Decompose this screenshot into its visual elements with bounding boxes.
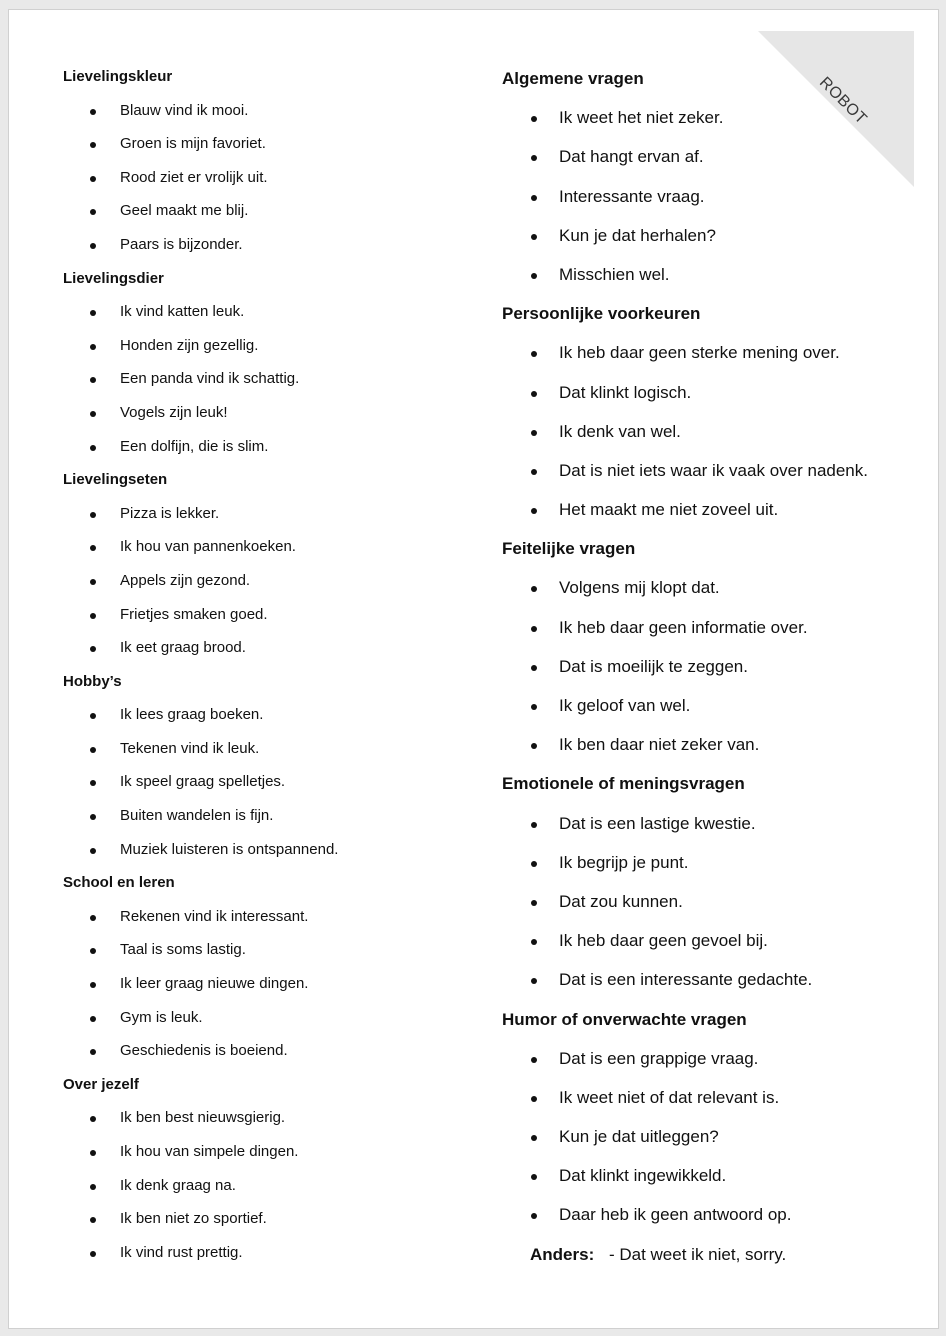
bullet-icon bbox=[90, 545, 96, 551]
list-item bbox=[63, 336, 463, 370]
list-item-text: Dat hangt ervan af. bbox=[559, 147, 704, 167]
section bbox=[502, 1009, 932, 1244]
bullet-icon bbox=[90, 209, 96, 215]
list-item-text: Ik ben best nieuwsgierig. bbox=[120, 1109, 286, 1127]
bullet-icon bbox=[90, 579, 96, 585]
list-item bbox=[63, 1243, 463, 1277]
list-item bbox=[63, 907, 463, 941]
list-item-text: Ik ben daar niet zeker van. bbox=[559, 735, 760, 755]
bullet-list bbox=[63, 504, 463, 672]
list-item bbox=[63, 638, 463, 672]
list-item bbox=[502, 1048, 932, 1087]
bullet-icon bbox=[531, 743, 537, 749]
list-item-text: Appels zijn gezond. bbox=[120, 571, 251, 589]
bullet-icon bbox=[90, 1049, 96, 1055]
list-item bbox=[502, 1204, 932, 1243]
list-item-text: Dat is niet iets waar ik vaak over nadenk. bbox=[559, 460, 868, 480]
list-item-text: Ik weet het niet zeker. bbox=[559, 108, 724, 128]
list-item bbox=[63, 504, 463, 538]
list-item bbox=[502, 460, 932, 499]
list-item-text: Een panda vind ik schattig. bbox=[120, 370, 300, 388]
bullet-icon bbox=[90, 915, 96, 921]
bullet-icon bbox=[90, 176, 96, 182]
list-item bbox=[63, 571, 463, 605]
bullet-icon bbox=[90, 1016, 96, 1022]
section-heading: Humor of onverwachte vragen bbox=[502, 1009, 747, 1029]
section-heading: Lievelingskleur bbox=[63, 68, 173, 85]
bullet-list bbox=[63, 705, 463, 873]
bullet-icon bbox=[90, 613, 96, 619]
bullet-icon bbox=[531, 116, 537, 122]
list-item-text: Kun je dat uitleggen? bbox=[559, 1127, 719, 1147]
list-item bbox=[502, 1126, 932, 1165]
list-item bbox=[502, 930, 932, 969]
list-item-text: Volgens mij klopt dat. bbox=[559, 578, 720, 598]
bullet-icon bbox=[531, 1135, 537, 1141]
bullet-icon bbox=[531, 469, 537, 475]
list-item bbox=[63, 168, 463, 202]
bullet-icon bbox=[531, 508, 537, 514]
list-item bbox=[502, 186, 932, 225]
list-item-text: Ik leer graag nieuwe dingen. bbox=[120, 975, 309, 993]
list-item bbox=[63, 1176, 463, 1210]
list-item bbox=[63, 403, 463, 437]
list-item-text: Tekenen vind ik leuk. bbox=[120, 739, 260, 757]
bullet-list bbox=[502, 577, 932, 773]
list-item-text: Honden zijn gezellig. bbox=[120, 336, 259, 354]
section-heading: Persoonlijke voorkeuren bbox=[502, 304, 701, 324]
list-item-text: Ik vind katten leuk. bbox=[120, 303, 245, 321]
right-column bbox=[502, 68, 932, 1274]
list-item-text: Ik denk van wel. bbox=[559, 421, 681, 441]
bullet-icon bbox=[531, 900, 537, 906]
list-item bbox=[63, 772, 463, 806]
bullet-icon bbox=[531, 351, 537, 357]
list-item bbox=[63, 1209, 463, 1243]
list-item-text: Een dolfijn, die is slim. bbox=[120, 437, 269, 455]
left-column bbox=[63, 67, 463, 1276]
right-sections bbox=[502, 68, 932, 1244]
bullet-list bbox=[63, 1108, 463, 1276]
other-row bbox=[502, 1244, 932, 1274]
list-item-text: Daar heb ik geen antwoord op. bbox=[559, 1205, 792, 1225]
bullet-icon bbox=[90, 512, 96, 518]
section-heading: Over jezelf bbox=[63, 1075, 139, 1093]
list-item bbox=[63, 1008, 463, 1042]
list-item bbox=[502, 1087, 932, 1126]
list-item-text: Ik weet niet of dat relevant is. bbox=[559, 1087, 780, 1107]
list-item bbox=[502, 499, 932, 538]
bullet-icon bbox=[531, 861, 537, 867]
document-page bbox=[8, 9, 939, 1329]
bullet-list bbox=[502, 342, 932, 538]
list-item-text: Misschien wel. bbox=[559, 264, 670, 284]
section bbox=[63, 470, 463, 672]
list-item-text: Rekenen vind ik interessant. bbox=[120, 907, 309, 925]
list-item bbox=[63, 369, 463, 403]
bullet-icon bbox=[531, 822, 537, 828]
bullet-icon bbox=[90, 948, 96, 954]
list-item bbox=[63, 1041, 463, 1075]
list-item-text: Groen is mijn favoriet. bbox=[120, 135, 266, 153]
section bbox=[502, 538, 932, 773]
bullet-icon bbox=[90, 445, 96, 451]
section bbox=[63, 67, 463, 269]
list-item-text: Gym is leuk. bbox=[120, 1008, 203, 1026]
list-item bbox=[502, 656, 932, 695]
list-item-text: Buiten wandelen is fijn. bbox=[120, 807, 274, 825]
bullet-icon bbox=[90, 344, 96, 350]
list-item bbox=[63, 940, 463, 974]
bullet-icon bbox=[90, 142, 96, 148]
list-item-text: Ik heb daar geen gevoel bij. bbox=[559, 931, 768, 951]
list-item-text: Geel maakt me blij. bbox=[120, 202, 249, 220]
list-item-text: Muziek luisteren is ontspannend. bbox=[120, 840, 339, 858]
list-item bbox=[502, 577, 932, 616]
section bbox=[502, 303, 932, 538]
list-item bbox=[63, 302, 463, 336]
list-item-text: Kun je dat herhalen? bbox=[559, 225, 716, 245]
bullet-icon bbox=[90, 310, 96, 316]
list-item bbox=[502, 695, 932, 734]
bullet-list bbox=[63, 907, 463, 1075]
bullet-icon bbox=[90, 109, 96, 115]
bullet-icon bbox=[90, 646, 96, 652]
list-item-text: Ik denk graag na. bbox=[120, 1176, 236, 1194]
bullet-icon bbox=[90, 1184, 96, 1190]
list-item-text: Dat is moeilijk te zeggen. bbox=[559, 656, 748, 676]
list-item-text: Dat zou kunnen. bbox=[559, 891, 683, 911]
bullet-icon bbox=[531, 155, 537, 161]
section bbox=[63, 873, 463, 1075]
list-item-text: Vogels zijn leuk! bbox=[120, 403, 228, 421]
bullet-icon bbox=[531, 626, 537, 632]
list-item bbox=[502, 734, 932, 773]
bullet-icon bbox=[90, 814, 96, 820]
list-item bbox=[63, 101, 463, 135]
list-item-text: Ik lees graag boeken. bbox=[120, 706, 264, 724]
bullet-icon bbox=[531, 391, 537, 397]
list-item-text: Dat klinkt logisch. bbox=[559, 382, 692, 402]
list-item bbox=[502, 107, 932, 146]
list-item-text: Taal is soms lastig. bbox=[120, 941, 246, 959]
list-item-text: Ik hou van pannenkoeken. bbox=[120, 538, 296, 556]
bullet-icon bbox=[531, 195, 537, 201]
list-item-text: Geschiedenis is boeiend. bbox=[120, 1042, 288, 1060]
bullet-list bbox=[502, 813, 932, 1009]
bullet-icon bbox=[531, 978, 537, 984]
bullet-icon bbox=[531, 1213, 537, 1219]
list-item-text: Dat klinkt ingewikkeld. bbox=[559, 1166, 727, 1186]
section-heading: Feitelijke vragen bbox=[502, 539, 636, 559]
list-item bbox=[63, 537, 463, 571]
list-item-text: Het maakt me niet zoveel uit. bbox=[559, 500, 779, 520]
list-item bbox=[502, 264, 932, 303]
bullet-icon bbox=[531, 704, 537, 710]
list-item bbox=[502, 813, 932, 852]
list-item bbox=[502, 421, 932, 460]
section-heading: Hobby’s bbox=[63, 672, 122, 690]
list-item-text: Blauw vind ik mooi. bbox=[120, 101, 249, 119]
list-item-text: Ik begrijp je punt. bbox=[559, 852, 689, 872]
list-item bbox=[63, 1108, 463, 1142]
list-item-text: Pizza is lekker. bbox=[120, 504, 220, 522]
bullet-icon bbox=[90, 411, 96, 417]
list-item bbox=[63, 806, 463, 840]
list-item-text: Ik ben niet zo sportief. bbox=[120, 1210, 267, 1228]
section-heading: Lievelingseten bbox=[63, 471, 168, 489]
list-item-text: Ik eet graag brood. bbox=[120, 639, 246, 657]
bullet-icon bbox=[90, 780, 96, 786]
bullet-icon bbox=[90, 747, 96, 753]
bullet-icon bbox=[90, 1116, 96, 1122]
list-item-text: Ik heb daar geen sterke mening over. bbox=[559, 343, 840, 363]
bullet-icon bbox=[90, 377, 96, 383]
section bbox=[502, 68, 932, 303]
list-item-text: Frietjes smaken goed. bbox=[120, 605, 268, 623]
list-item bbox=[63, 705, 463, 739]
bullet-icon bbox=[531, 939, 537, 945]
bullet-icon bbox=[90, 1217, 96, 1223]
list-item bbox=[63, 134, 463, 168]
bullet-icon bbox=[531, 234, 537, 240]
list-item-text: Ik vind rust prettig. bbox=[120, 1243, 243, 1261]
list-item-text: Ik speel graag spelletjes. bbox=[120, 773, 286, 791]
other-label: Anders: bbox=[530, 1244, 595, 1264]
list-item bbox=[63, 235, 463, 269]
list-item bbox=[502, 852, 932, 891]
bullet-icon bbox=[531, 665, 537, 671]
bullet-icon bbox=[90, 1150, 96, 1156]
section bbox=[63, 672, 463, 874]
bullet-icon bbox=[531, 430, 537, 436]
list-item bbox=[502, 225, 932, 264]
list-item bbox=[63, 840, 463, 874]
bullet-icon bbox=[90, 713, 96, 719]
list-item-text: Dat is een grappige vraag. bbox=[559, 1048, 759, 1068]
list-item bbox=[63, 739, 463, 773]
list-item bbox=[63, 437, 463, 471]
bullet-icon bbox=[531, 273, 537, 279]
list-item-text: Rood ziet er vrolijk uit. bbox=[120, 168, 268, 186]
list-item bbox=[502, 969, 932, 1008]
list-item-text: Interessante vraag. bbox=[559, 186, 705, 206]
list-item-text: Ik hou van simpele dingen. bbox=[120, 1143, 299, 1160]
list-item bbox=[63, 1142, 463, 1176]
list-item-text: Dat is een interessante gedachte. bbox=[559, 970, 813, 990]
bullet-list bbox=[63, 101, 463, 269]
bullet-icon bbox=[531, 1174, 537, 1180]
list-item bbox=[63, 605, 463, 639]
list-item-text: Ik geloof van wel. bbox=[559, 696, 691, 715]
bullet-list bbox=[502, 1048, 932, 1244]
section bbox=[502, 773, 932, 1008]
bullet-icon bbox=[90, 982, 96, 988]
robot-label: ROBOT bbox=[815, 74, 870, 129]
bullet-icon bbox=[531, 1057, 537, 1063]
section-heading: School en leren bbox=[63, 874, 175, 892]
list-item bbox=[63, 201, 463, 235]
list-item bbox=[502, 617, 932, 656]
list-item bbox=[502, 342, 932, 381]
section-heading: Algemene vragen bbox=[502, 69, 644, 88]
bullet-icon bbox=[90, 848, 96, 854]
section bbox=[63, 269, 463, 471]
list-item bbox=[502, 146, 932, 185]
section bbox=[63, 1075, 463, 1277]
list-item-text: Paars is bijzonder. bbox=[120, 235, 243, 253]
bullet-list bbox=[63, 302, 463, 470]
bullet-icon bbox=[531, 586, 537, 592]
list-item bbox=[502, 382, 932, 421]
bullet-list bbox=[502, 107, 932, 303]
bullet-icon bbox=[90, 1251, 96, 1257]
list-item bbox=[63, 974, 463, 1008]
other-text: - Dat weet ik niet, sorry. bbox=[608, 1244, 787, 1264]
list-item-text: Dat is een lastige kwestie. bbox=[559, 813, 756, 833]
bullet-icon bbox=[90, 243, 96, 249]
bullet-icon bbox=[531, 1096, 537, 1102]
list-item-text: Ik heb daar geen informatie over. bbox=[559, 617, 808, 637]
list-item bbox=[502, 891, 932, 930]
list-item bbox=[502, 1165, 932, 1204]
section-heading: Lievelingsdier bbox=[63, 269, 164, 287]
section-heading: Emotionele of meningsvragen bbox=[502, 774, 745, 794]
